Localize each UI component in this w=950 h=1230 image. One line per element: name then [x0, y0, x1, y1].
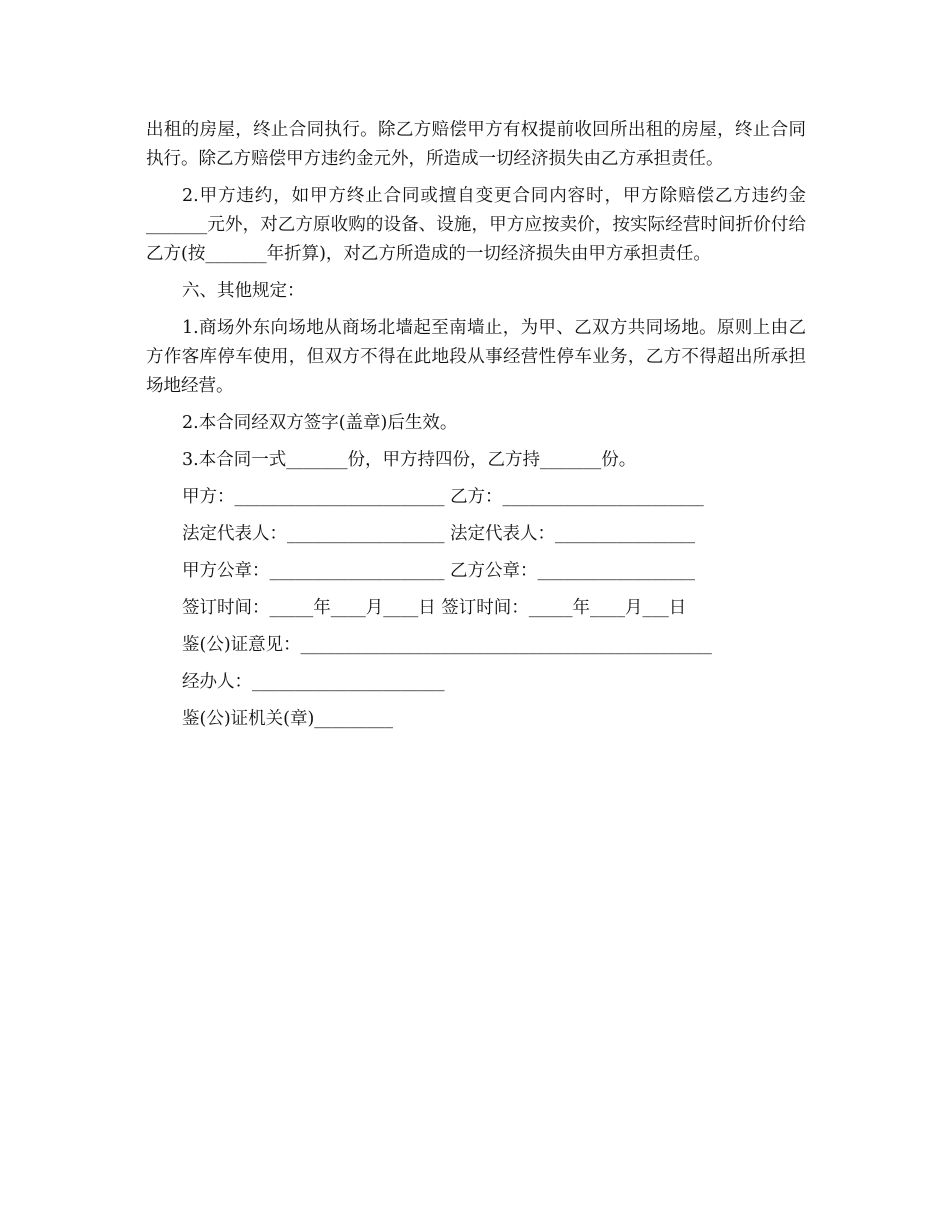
- sig-line-handler: 经办人：______________________: [182, 672, 445, 692]
- signature-block: [182, 483, 806, 734]
- sig-line-parties: 甲方：________________________ 乙方：_______________________: [182, 487, 704, 507]
- paragraph-party-a-breach: 2.甲方违约，如甲方终止合同或擅自变更合同内容时，甲方除赔偿乙方违约金_______元外，对乙方原收购的设备、设施，甲方应按卖价，按实际经营时间折价付给乙方(按_______年折算)，对乙方所造成的一切经济损失由甲方承担责任。: [146, 186, 806, 264]
- sig-line-signing-dates: 签订时间：_____年____月____日 签订时间：_____年____月___日: [182, 598, 687, 618]
- sig-line-legal-representatives: 法定代表人：__________________ 法定代表人：________________: [182, 524, 696, 544]
- sig-line-notary-office-seal: 鉴(公)证机关(章)_________: [182, 709, 394, 729]
- paragraph-shared-site: 1.商场外东向场地从商场北墙起至南墙止，为甲、乙双方共同场地。原则上由乙方作客库停车使用，但双方不得在此地段从事经营性停车业务，乙方不得超出所承担场地经营。: [146, 318, 806, 396]
- paragraph-termination-clause: 出租的房屋，终止合同执行。除乙方赔偿甲方有权提前收回所出租的房屋，终止合同执行。除乙方赔偿甲方违约金元外，所造成一切经济损失由乙方承担责任。: [146, 120, 806, 169]
- sig-line-official-seals: 甲方公章：____________________ 乙方公章：__________________: [182, 561, 696, 581]
- sig-line-notary-opinion: 鉴(公)证意见：_______________________________________________: [182, 635, 712, 655]
- paragraph-copies: 3.本合同一式_______份，甲方持四份，乙方持_______份。: [182, 450, 637, 470]
- contract-page: [146, 116, 806, 742]
- section-heading-other-provisions: 六、其他规定：: [182, 281, 305, 301]
- paragraph-effective: 2.本合同经双方签字(盖章)后生效。: [182, 413, 458, 433]
